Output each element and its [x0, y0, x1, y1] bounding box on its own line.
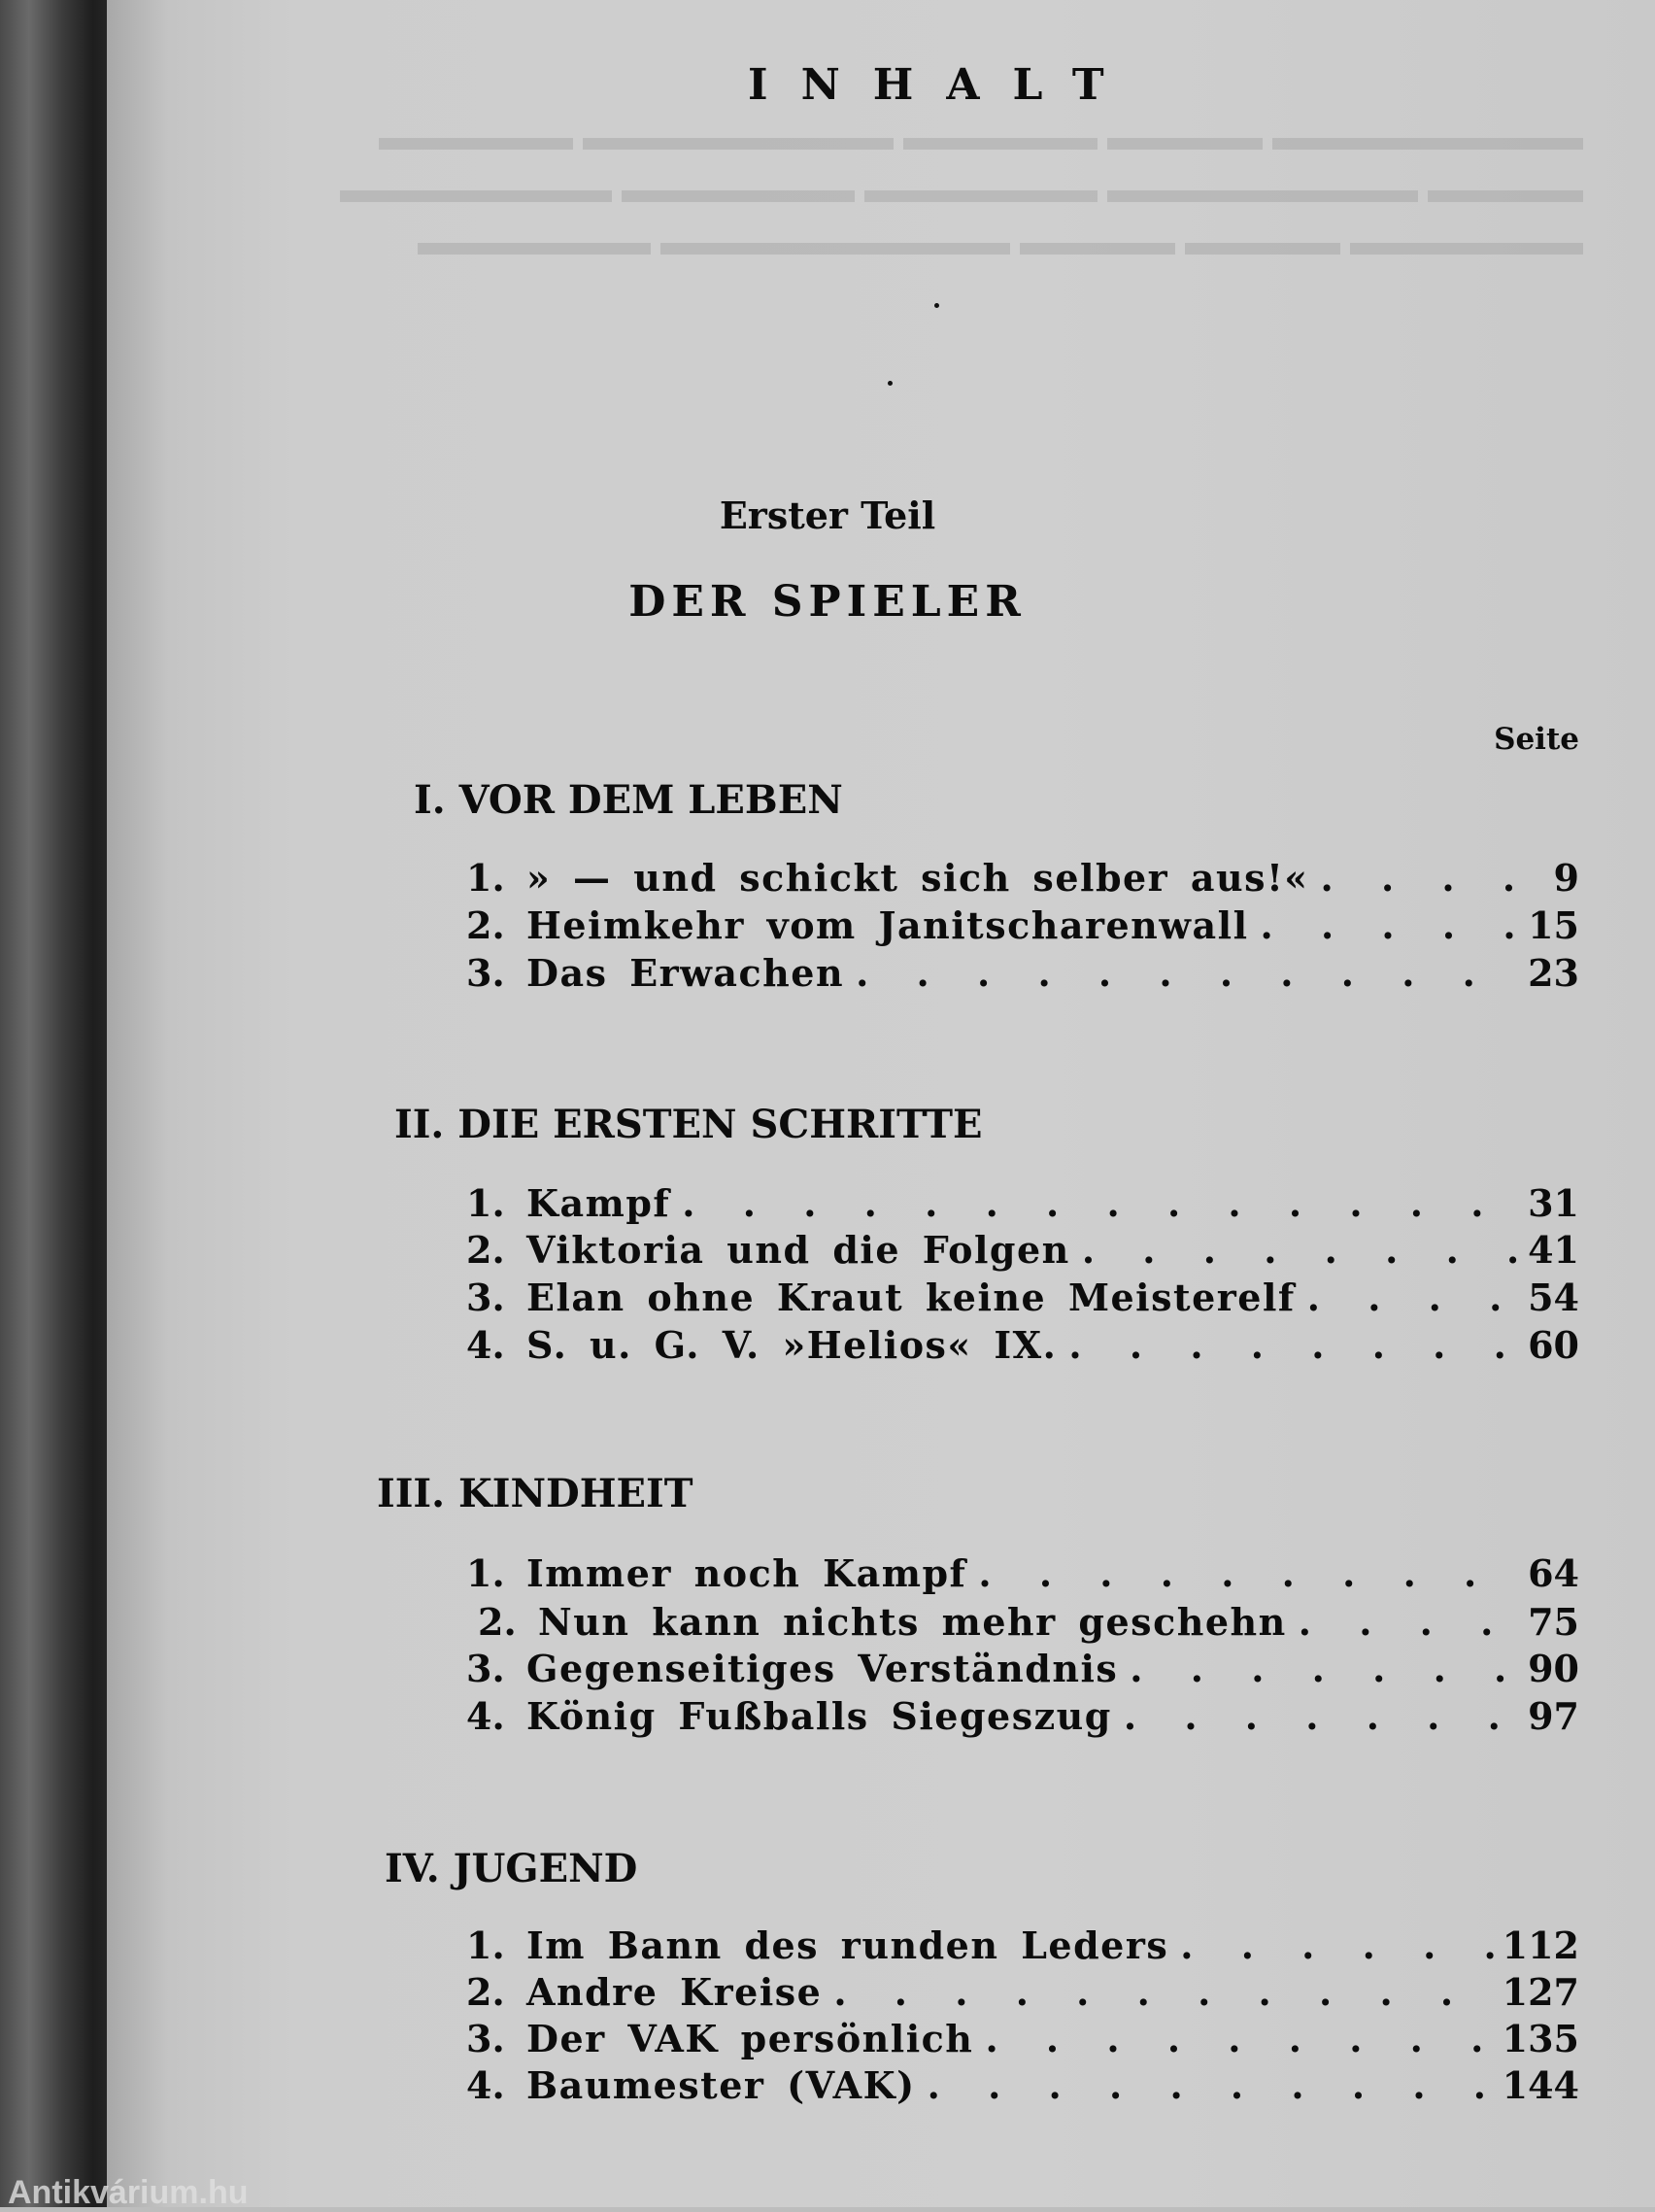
section-heading	[377, 1471, 692, 1516]
entry-number: 2.	[466, 1228, 505, 1272]
dot-leader	[1307, 1276, 1520, 1319]
section-heading	[385, 1846, 637, 1891]
section-numeral: IV.	[385, 1846, 440, 1891]
dot-leader	[1261, 903, 1521, 947]
entry-title: Das Erwachen	[526, 951, 845, 995]
toc-entry[interactable]	[466, 903, 1579, 952]
entry-number: 3.	[466, 951, 505, 995]
entry-number: 1.	[466, 856, 505, 900]
section-heading	[394, 1102, 983, 1147]
section-title: VOR DEM LEBEN	[458, 777, 843, 823]
page-column-label: Seite	[1494, 722, 1579, 757]
ornament-dot	[888, 381, 893, 386]
section-title: JUGEND	[453, 1846, 638, 1891]
toc-entry[interactable]	[478, 1600, 1579, 1649]
entry-title: S. u. G. V. »Helios« IX.	[526, 1323, 1058, 1367]
ornament-dot	[934, 303, 939, 308]
entry-page: 97	[1528, 1694, 1579, 1738]
section-title: DIE ERSTEN SCHRITTE	[457, 1102, 983, 1147]
entry-number: 2.	[466, 1970, 505, 2014]
toc-entry[interactable]	[466, 1228, 1579, 1276]
toc-entry[interactable]	[466, 1276, 1579, 1324]
entry-page: 135	[1502, 2017, 1579, 2060]
section-heading	[414, 777, 843, 823]
dot-leader	[1321, 856, 1546, 900]
entry-number: 2.	[466, 903, 505, 947]
toc-entry[interactable]	[466, 1323, 1579, 1372]
entry-title: Im Bann des runden Leders	[526, 1923, 1169, 1967]
page-title: INHALT	[748, 60, 1137, 110]
entry-title: Gegenseitiges Verständnis	[526, 1647, 1119, 1690]
section-numeral: I.	[414, 777, 446, 823]
toc-entry[interactable]	[466, 856, 1579, 904]
part-title: DER SPIELER	[628, 577, 1027, 627]
toc-entry[interactable]	[466, 951, 1579, 1000]
entry-title: Viktoria und die Folgen	[526, 1228, 1070, 1272]
entry-page: 31	[1528, 1181, 1579, 1225]
entry-title: Andre Kreise	[526, 1970, 823, 2014]
entry-page: 90	[1528, 1647, 1579, 1690]
entry-number: 2.	[478, 1600, 517, 1644]
dot-leader	[833, 1970, 1494, 2014]
dot-leader	[1068, 1323, 1520, 1367]
toc-entry[interactable]	[466, 1694, 1579, 1743]
entry-page: 54	[1528, 1276, 1579, 1319]
dot-leader	[1082, 1228, 1520, 1272]
dot-leader	[1124, 1694, 1520, 1738]
entry-page: 60	[1528, 1323, 1579, 1367]
bleed-through-texture: ▬▬▬▬▬▬▬▬ ▬▬▬▬ ▬▬▬▬▬ ▬▬▬▬▬▬▬▬ ▬▬▬▬▬ ▬▬▬▬ ▬▬▬▬▬▬▬▬ ▬▬▬▬▬▬ ▬▬▬▬▬▬ ▬▬▬▬▬▬▬ ▬▬▬▬▬▬ ▬▬▬▬ ▬▬▬▬ ▬▬▬▬▬▬▬▬▬ ▬▬▬▬▬▬	[340, 115, 1583, 263]
entry-page: 64	[1528, 1551, 1579, 1595]
entry-number: 4.	[466, 1694, 505, 1738]
dot-leader	[1180, 1923, 1494, 1967]
entry-number: 1.	[466, 1181, 505, 1225]
entry-number: 3.	[466, 1647, 505, 1690]
toc-entry[interactable]	[466, 1923, 1579, 1972]
entry-number: 1.	[466, 1551, 505, 1595]
entry-page: 144	[1502, 2063, 1579, 2107]
part-label: Erster Teil	[719, 493, 936, 537]
entry-number: 4.	[466, 1323, 505, 1367]
dot-leader	[928, 2063, 1495, 2107]
entry-page: 127	[1502, 1970, 1579, 2014]
entry-title: König Fußballs Siegeszug	[526, 1694, 1112, 1738]
toc-entry[interactable]	[466, 1181, 1579, 1230]
entry-page: 23	[1528, 951, 1579, 995]
section-numeral: II.	[394, 1102, 445, 1147]
entry-title: Der VAK persönlich	[526, 2017, 974, 2060]
entry-page: 75	[1528, 1600, 1579, 1644]
entry-title: Kampf	[526, 1181, 671, 1225]
toc-entry[interactable]	[466, 2017, 1579, 2065]
book-spine-shadow	[0, 0, 117, 2207]
entry-title: Baumester (VAK)	[526, 2063, 916, 2107]
toc-entry[interactable]	[466, 1551, 1579, 1600]
entry-title: Nun kann nichts mehr geschehn	[538, 1600, 1287, 1644]
entry-page: 9	[1553, 856, 1579, 900]
entry-number: 1.	[466, 1923, 505, 1967]
entry-title: » — und schickt sich selber aus!«	[526, 856, 1309, 900]
entry-page: 112	[1502, 1923, 1579, 1967]
section-numeral: III.	[377, 1471, 446, 1516]
dot-leader	[1299, 1600, 1520, 1644]
dot-leader	[985, 2017, 1494, 2060]
toc-entry[interactable]	[466, 1970, 1579, 2019]
entry-number: 3.	[466, 1276, 505, 1319]
entry-number: 3.	[466, 2017, 505, 2060]
toc-entry[interactable]	[466, 1647, 1579, 1695]
dot-leader	[682, 1181, 1520, 1225]
watermark: Antikvárium.hu	[8, 2174, 249, 2211]
entry-number: 4.	[466, 2063, 505, 2107]
section-title: KINDHEIT	[458, 1471, 693, 1516]
dot-leader	[856, 951, 1520, 995]
dot-leader	[1130, 1647, 1520, 1690]
entry-title: Elan ohne Kraut keine Meisterelf	[526, 1276, 1296, 1319]
toc-entry[interactable]	[466, 2063, 1579, 2112]
entry-page: 15	[1528, 903, 1579, 947]
entry-title: Immer noch Kampf	[526, 1551, 967, 1595]
dot-leader	[978, 1551, 1520, 1595]
entry-page: 41	[1528, 1228, 1579, 1272]
entry-title: Heimkehr vom Janitscharenwall	[526, 903, 1249, 947]
